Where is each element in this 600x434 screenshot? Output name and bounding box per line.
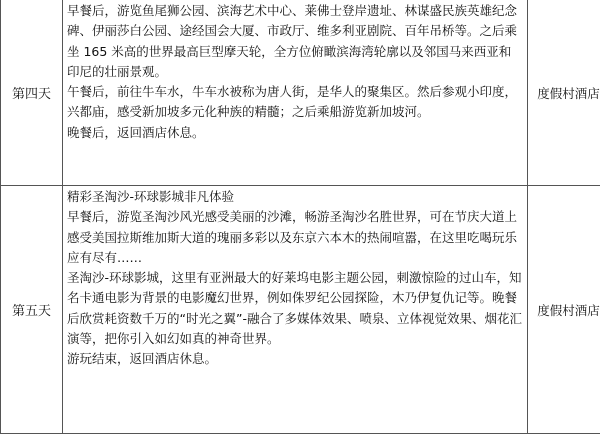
description-paragraph: 游玩结束，返回酒店休息。 [67,349,523,369]
description-paragraph: 早餐后，游览圣淘沙风光感受美丽的沙滩，畅游圣淘沙名胜世界，可在节庆大道上感受美国拉斯维加斯大道的瑰丽多彩以及东京六本木的热闹喧嚣，在这里吃喝玩乐应有尽有…… [67,207,523,268]
description-paragraph: 早餐后，游览鱼尾狮公园、滨海艺术中心、莱佛士登岸遗址、林谋盛民族英雄纪念碑、伊丽莎白公园、途经国会大厦、市政厅、维多利亚剧院、百年吊桥等。之后乘坐 165 米高的世界最高巨型摩天轮，全方位俯瞰滨海湾轮廓以及邻国马来西亚和印尼的壮丽景观。 [67,1,523,82]
day-description [63,0,528,186]
hotel-name: 度假村酒店 [528,186,600,434]
itinerary-row-day4 [1,0,600,186]
itinerary-row-day5 [1,186,600,434]
description-paragraph: 晚餐后，返回酒店休息。 [67,123,523,143]
description-heading: 精彩圣淘沙-环球影城非凡体验 [67,187,523,207]
hotel-name: 度假村酒店 [528,0,600,186]
day-label: 第四天 [1,0,63,186]
description-paragraph: 午餐后，前往牛车水，牛车水被称为唐人街，是华人的聚集区。然后参观小印度，兴都庙，感受新加坡多元化种族的精髓；之后乘船游览新加坡河。 [67,82,523,123]
day-label: 第五天 [1,186,63,434]
description-paragraph: 圣淘沙-环球影城，这里有亚洲最大的好莱坞电影主题公园，刺激惊险的过山车，知名卡通电影为背景的电影魔幻世界，例如侏罗纪公园探险，木乃伊复仇记等。晚餐后欣赏耗资数千万的“时光之翼”-融合了多媒体效果、喷泉、立体视觉效果、烟花汇演等，把你引入如幻如真的神奇世界。 [67,268,523,349]
day-description [63,186,528,434]
